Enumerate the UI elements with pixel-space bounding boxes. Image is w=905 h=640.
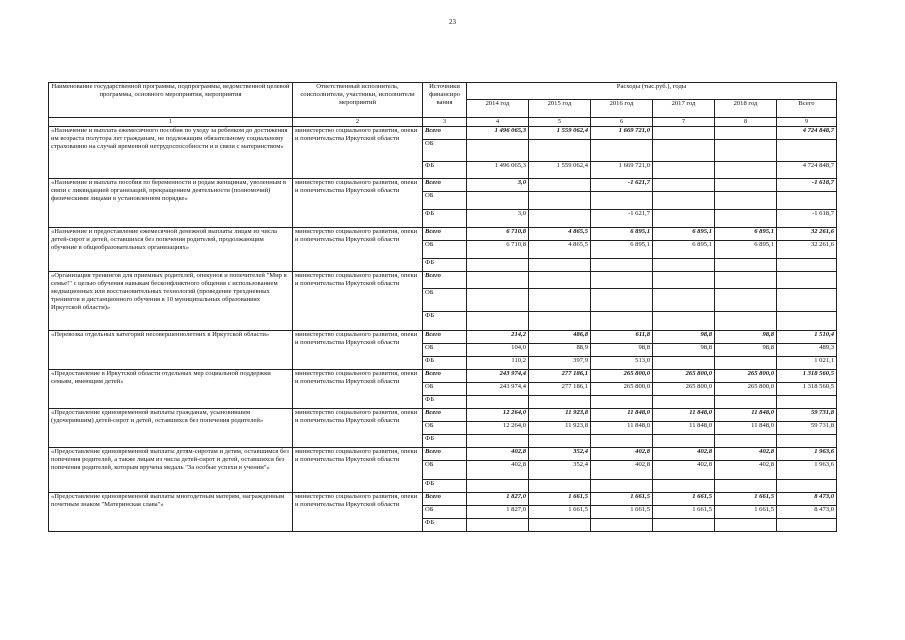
amount-year: 1 661,5 — [529, 505, 591, 518]
amount-total: 32 261,6 — [777, 240, 837, 258]
amount-year: 6 710,8 — [467, 227, 529, 240]
amount-year: 6 710,8 — [467, 240, 529, 258]
amount-year: 1 496 065,3 — [467, 126, 529, 139]
amount-year: 402,8 — [653, 447, 715, 460]
amount-year — [591, 311, 653, 330]
amount-year: 12 264,0 — [467, 421, 529, 434]
amount-year — [591, 434, 653, 447]
measure-executor: министерство социального развития, опеки и попечительства Иркутской области — [293, 492, 423, 531]
funding-source: ФБ — [423, 258, 467, 271]
amount-year: 6 895,1 — [715, 227, 777, 240]
amount-total: 8 473,0 — [777, 505, 837, 518]
measure-name: «Предоставление единовременной выплаты многодетным матерям, награжденным почетным знаком "Материнская слава"» — [49, 492, 293, 531]
amount-year — [529, 395, 591, 408]
amount-year: 11 923,8 — [529, 421, 591, 434]
amount-year: 402,8 — [467, 460, 529, 479]
amount-year: 513,0 — [591, 356, 653, 369]
amount-year — [529, 271, 591, 288]
measure-name: «Организация тренингов для приемных родителей, опекунов и попечителей "Мир в семье!" с целью обучения навыкам бесконфликтного общения с использованием медиационных или восстановительных технологий (проведение трехдневных тренингов и дистанционного обучения в 10 муниципальных образованиях Иркутской области)» — [49, 271, 293, 330]
column-number: 6 — [591, 118, 653, 127]
amount-year — [591, 479, 653, 492]
amount-year — [715, 288, 777, 311]
amount-year — [715, 434, 777, 447]
amount-year — [591, 288, 653, 311]
amount-year: 1 661,5 — [715, 505, 777, 518]
measure-name: «Назначение и предоставление ежемесячной денежной выплаты лицам из числа детей-сирот и детей, оставшихся без попечения родителей, продолжающим обучение в общеобразовательных организациях» — [49, 227, 293, 271]
header-year: 2018 год — [715, 100, 777, 118]
header-year: 2017 год — [653, 100, 715, 118]
table-row — [49, 447, 837, 460]
amount-year: 11 848,0 — [653, 408, 715, 421]
amount-total: 1 318 560,5 — [777, 369, 837, 382]
amount-year — [653, 479, 715, 492]
measure-name: «Назначение и выплата пособия по беременности и родам женщинам, уволенным в связи с ликвидацией организаций, прекращением деятельности (полномочий) физическими лицами в установленном порядке» — [49, 178, 293, 227]
amount-year — [653, 311, 715, 330]
amount-year: 277 186,1 — [529, 369, 591, 382]
measure-executor: министерство социального развития, опеки и попечительства Иркутской области — [293, 126, 423, 178]
amount-year — [529, 258, 591, 271]
funding-source: ФБ — [423, 311, 467, 330]
amount-total: 59 731,8 — [777, 408, 837, 421]
amount-year — [715, 518, 777, 531]
funding-source: Всего — [423, 369, 467, 382]
amount-year — [467, 191, 529, 209]
amount-year: 6 895,1 — [653, 227, 715, 240]
amount-year: 1 559 062,4 — [529, 161, 591, 178]
amount-year — [529, 178, 591, 191]
funding-source: Всего — [423, 271, 467, 288]
amount-year — [591, 139, 653, 161]
column-number: 1 — [49, 118, 293, 127]
amount-year: 277 186,1 — [529, 382, 591, 395]
amount-total — [777, 311, 837, 330]
amount-year — [653, 271, 715, 288]
header-source: Источники финансиро вания — [423, 83, 467, 118]
column-number: 9 — [777, 118, 837, 127]
amount-total — [777, 271, 837, 288]
funding-source: ФБ — [423, 395, 467, 408]
measure-name: «Назначение и выплата ежемесячного пособия по уходу за ребенком до достижения им возраста полутора лет гражданам, не подлежащим обязательному социальному страхованию на случай временной нетрудоспособности и в связи с материнством» — [49, 126, 293, 178]
funding-source: ОБ — [423, 343, 467, 356]
funding-source: Всего — [423, 447, 467, 460]
amount-year: 98,8 — [715, 330, 777, 343]
measure-name: «Перевозка отдельных категорий несовершеннолетних в Иркутской области» — [49, 330, 293, 369]
funding-source: ОБ — [423, 191, 467, 209]
amount-total: 1 021,1 — [777, 356, 837, 369]
funding-source: Всего — [423, 178, 467, 191]
table-row — [49, 408, 837, 421]
funding-source: ОБ — [423, 240, 467, 258]
amount-year: 6 895,1 — [591, 240, 653, 258]
funding-source: ОБ — [423, 505, 467, 518]
amount-year — [715, 209, 777, 227]
amount-year: 243 974,4 — [467, 369, 529, 382]
amount-year — [715, 271, 777, 288]
amount-year: 11 848,0 — [653, 421, 715, 434]
amount-year: 402,8 — [653, 460, 715, 479]
amount-year — [715, 178, 777, 191]
header-year: 2015 год — [529, 100, 591, 118]
table-row — [49, 330, 837, 343]
amount-year: 11 848,0 — [715, 421, 777, 434]
amount-year: 1 559 062,4 — [529, 126, 591, 139]
amount-year: 402,8 — [715, 460, 777, 479]
amount-total: -1 618,7 — [777, 178, 837, 191]
amount-year — [715, 258, 777, 271]
amount-year: 1 661,5 — [653, 492, 715, 505]
amount-year: 11 848,0 — [591, 421, 653, 434]
amount-year: 3,0 — [467, 209, 529, 227]
amount-year — [715, 139, 777, 161]
measure-name: «Предоставление единовременной выплаты гражданам, усыновившим (удочерившим) детей-сирот и детей, оставшихся без попечения родителей» — [49, 408, 293, 447]
header-total: Всего — [777, 100, 837, 118]
amount-total — [777, 479, 837, 492]
measure-executor: министерство социального развития, опеки и попечительства Иркутской области — [293, 227, 423, 271]
amount-total: 1 963,6 — [777, 460, 837, 479]
funding-source: ОБ — [423, 288, 467, 311]
amount-year: 6 895,1 — [591, 227, 653, 240]
amount-year: 11 923,8 — [529, 408, 591, 421]
amount-year — [591, 518, 653, 531]
amount-total: 1 510,4 — [777, 330, 837, 343]
amount-year — [529, 479, 591, 492]
amount-year — [467, 434, 529, 447]
amount-year: 110,2 — [467, 356, 529, 369]
header-expenses: Расходы (тыс.руб.), годы — [467, 83, 837, 100]
amount-year — [529, 434, 591, 447]
amount-year — [529, 139, 591, 161]
amount-total: 4 724 848,7 — [777, 126, 837, 139]
header-year: 2014 год — [467, 100, 529, 118]
amount-year: 4 865,5 — [529, 240, 591, 258]
amount-total — [777, 518, 837, 531]
amount-year: 214,2 — [467, 330, 529, 343]
table-row — [49, 227, 837, 240]
measure-name: «Предоставление в Иркутской области отдельных мер социальной поддержки семьям, имеющим детей» — [49, 369, 293, 408]
amount-year: 265 800,0 — [653, 382, 715, 395]
column-number: 3 — [423, 118, 467, 127]
table-row — [49, 126, 837, 139]
amount-total: 4 724 848,7 — [777, 161, 837, 178]
funding-source: Всего — [423, 330, 467, 343]
amount-year — [529, 209, 591, 227]
amount-year — [653, 209, 715, 227]
table-row — [49, 178, 837, 191]
amount-year — [467, 518, 529, 531]
amount-year — [467, 395, 529, 408]
amount-total: 32 261,6 — [777, 227, 837, 240]
amount-year: -1 621,7 — [591, 178, 653, 191]
amount-year — [653, 395, 715, 408]
column-number: 5 — [529, 118, 591, 127]
amount-year: 98,8 — [653, 330, 715, 343]
amount-year — [715, 161, 777, 178]
amount-year: 98,8 — [591, 343, 653, 356]
amount-year: 265 800,0 — [715, 369, 777, 382]
funding-source: Всего — [423, 126, 467, 139]
amount-year: 4 865,5 — [529, 227, 591, 240]
amount-total — [777, 191, 837, 209]
amount-total — [777, 434, 837, 447]
funding-source: ФБ — [423, 161, 467, 178]
amount-year: -1 621,7 — [591, 209, 653, 227]
amount-year — [715, 126, 777, 139]
amount-year: 486,8 — [529, 330, 591, 343]
amount-year: 1 661,5 — [653, 505, 715, 518]
amount-year — [591, 191, 653, 209]
amount-year: 1 661,5 — [529, 492, 591, 505]
amount-year — [653, 191, 715, 209]
amount-year: 352,4 — [529, 447, 591, 460]
funding-source: ФБ — [423, 209, 467, 227]
amount-year — [653, 161, 715, 178]
amount-year — [653, 434, 715, 447]
funding-source: ОБ — [423, 139, 467, 161]
header-executor: Ответственный исполнитель, соисполнители, участники, исполнители мероприятий — [293, 83, 423, 118]
funding-source: ОБ — [423, 421, 467, 434]
measure-executor: министерство социального развития, опеки и попечительства Иркутской области — [293, 369, 423, 408]
amount-year — [653, 356, 715, 369]
amount-year — [529, 518, 591, 531]
table-body — [49, 126, 837, 531]
column-number: 2 — [293, 118, 423, 127]
amount-year — [715, 479, 777, 492]
funding-source: ОБ — [423, 382, 467, 395]
amount-total: 1 963,6 — [777, 447, 837, 460]
amount-year: 1 669 721,0 — [591, 161, 653, 178]
amount-year — [529, 311, 591, 330]
amount-year: 397,9 — [529, 356, 591, 369]
amount-year: 1 496 065,3 — [467, 161, 529, 178]
amount-year: 11 848,0 — [715, 408, 777, 421]
measure-executor: министерство социального развития, опеки и попечительства Иркутской области — [293, 408, 423, 447]
measure-executor: министерство социального развития, опеки и попечительства Иркутской области — [293, 330, 423, 369]
amount-year — [467, 311, 529, 330]
amount-year — [715, 311, 777, 330]
amount-year: 98,8 — [715, 343, 777, 356]
amount-year — [529, 288, 591, 311]
amount-year — [467, 258, 529, 271]
amount-year — [591, 258, 653, 271]
measure-executor: министерство социального развития, опеки и попечительства Иркутской области — [293, 447, 423, 492]
column-number: 8 — [715, 118, 777, 127]
amount-year: 88,9 — [529, 343, 591, 356]
amount-total — [777, 395, 837, 408]
column-number: 4 — [467, 118, 529, 127]
header-year: 2016 год — [591, 100, 653, 118]
amount-total — [777, 139, 837, 161]
amount-year: 98,8 — [653, 343, 715, 356]
amount-year: 1 827,0 — [467, 492, 529, 505]
amount-year: 352,4 — [529, 460, 591, 479]
amount-year: 402,8 — [591, 447, 653, 460]
amount-total — [777, 258, 837, 271]
amount-total: -1 618,7 — [777, 209, 837, 227]
funding-source: Всего — [423, 408, 467, 421]
amount-year: 265 800,0 — [653, 369, 715, 382]
amount-year: 1 661,5 — [591, 492, 653, 505]
amount-year: 1 661,5 — [715, 492, 777, 505]
funding-source: ФБ — [423, 434, 467, 447]
amount-year — [467, 139, 529, 161]
table-row — [49, 369, 837, 382]
funding-source: Всего — [423, 492, 467, 505]
amount-year — [653, 139, 715, 161]
amount-year — [653, 288, 715, 311]
funding-source: ФБ — [423, 518, 467, 531]
amount-year: 3,0 — [467, 178, 529, 191]
amount-year — [467, 271, 529, 288]
funding-source: ОБ — [423, 460, 467, 479]
amount-year — [653, 258, 715, 271]
amount-year: 6 895,1 — [653, 240, 715, 258]
measure-executor: министерство социального развития, опеки и попечительства Иркутской области — [293, 178, 423, 227]
amount-total: 1 318 560,5 — [777, 382, 837, 395]
amount-year — [653, 178, 715, 191]
amount-year: 402,8 — [715, 447, 777, 460]
amount-year — [467, 479, 529, 492]
amount-year — [529, 191, 591, 209]
amount-year: 6 895,1 — [715, 240, 777, 258]
amount-year: 243 974,4 — [467, 382, 529, 395]
header-name: Наименование государственной программы, подпрограммы, ведомственной целевой программы, основного мероприятия, мероприятия — [49, 83, 293, 118]
amount-year: 12 264,0 — [467, 408, 529, 421]
amount-year: 402,8 — [467, 447, 529, 460]
amount-year: 402,8 — [591, 460, 653, 479]
amount-year — [653, 518, 715, 531]
funding-source: Всего — [423, 227, 467, 240]
amount-year: 1 669 721,0 — [591, 126, 653, 139]
amount-year: 265 800,0 — [591, 382, 653, 395]
funding-source: ФБ — [423, 356, 467, 369]
amount-year: 11 848,0 — [591, 408, 653, 421]
budget-table — [48, 82, 837, 532]
page-number: 23 — [449, 18, 456, 26]
amount-year — [653, 126, 715, 139]
amount-year — [591, 395, 653, 408]
amount-total: 489,3 — [777, 343, 837, 356]
measure-executor: министерство социального развития, опеки и попечительства Иркутской области — [293, 271, 423, 330]
amount-total: 8 473,0 — [777, 492, 837, 505]
measure-name: «Предоставление единовременной выплаты детям-сиротам и детям, оставшимся без попечения родителей, а также лицам из числа детей-сирот и детей, оставшихся без попечения родителей, которым вручена медаль "За особые успехи в учении"» — [49, 447, 293, 492]
amount-year — [591, 271, 653, 288]
amount-year: 265 800,0 — [715, 382, 777, 395]
amount-year — [715, 356, 777, 369]
amount-total: 59 731,8 — [777, 421, 837, 434]
amount-year: 104,0 — [467, 343, 529, 356]
amount-year: 1 661,5 — [591, 505, 653, 518]
funding-source: ФБ — [423, 479, 467, 492]
amount-year: 1 827,0 — [467, 505, 529, 518]
amount-year — [467, 288, 529, 311]
table-row — [49, 492, 837, 505]
amount-year: 611,8 — [591, 330, 653, 343]
amount-year — [715, 395, 777, 408]
amount-total — [777, 288, 837, 311]
amount-year — [715, 191, 777, 209]
table-row — [49, 271, 837, 288]
amount-year: 265 800,0 — [591, 369, 653, 382]
column-number: 7 — [653, 118, 715, 127]
